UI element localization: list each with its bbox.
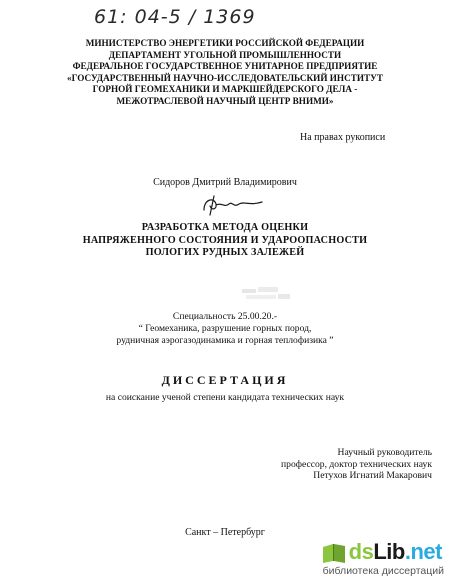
ministry-header [0,38,450,108]
brand-lib: Lib [373,539,405,564]
brand-net: .net [404,539,442,564]
author-signature [200,193,266,217]
title-line: ПОЛОГИХ РУДНЫХ ЗАЛЕЖЕЙ [145,247,305,258]
city: Санкт – Петербург [185,527,265,538]
faint-stamp [240,285,292,303]
book-logo-icon [321,539,347,565]
ministry-line: ГОРНОЙ ГЕОМЕХАНИКИ И МАРКШЕЙДЕРСКОГО ДЕЛА - [92,84,358,95]
specialty-block [0,311,450,348]
author-name: Сидоров Дмитрий Владимирович [153,177,297,188]
supervisor-title: профессор, доктор технических наук [281,458,432,470]
dslib-watermark [321,539,444,577]
specialty-name-line: “ Геомеханика, разрушение горных пород, [138,323,312,335]
supervisor-role: Научный руководитель [337,447,432,458]
title-line: РАЗРАБОТКА МЕТОДА ОЦЕНКИ [141,222,309,233]
ministry-line: МИНИСТЕРСТВО ЭНЕРГЕТИКИ РОССИЙСКОЙ ФЕДЕРАЦИИ [85,38,365,48]
ministry-line: «ГОСУДАРСТВЕННЫЙ НАУЧНО-ИССЛЕДОВАТЕЛЬСКИЙ ИНСТИТУТ [67,72,383,83]
watermark-subtitle: библиотека диссертаций [322,565,444,577]
specialty-name-line: рудничная аэрогазодинамика и горная теплофизика ” [116,335,334,347]
degree-heading: ДИССЕРТАЦИЯ [161,373,289,387]
ministry-line: МЕЖОТРАСЛЕВОЙ НАУЧНЫЙ ЦЕНТР ВНИМИ» [116,95,334,106]
degree-subtitle: на соискание ученой степени кандидата технических наук [105,392,345,403]
handwritten-doc-number: 61: 04-5 / 1369 [94,6,256,28]
ministry-line: ФЕДЕРАЛЬНОЕ ГОСУДАРСТВЕННОЕ УНИТАРНОЕ ПРЕДПРИЯТИЕ [72,61,378,72]
ministry-line: ДЕПАРТАМЕНТ УГОЛЬНОЙ ПРОМЫШЛЕННОСТИ [108,49,342,60]
title-line: НАПРЯЖЕННОГО СОСТОЯНИЯ И УДАРООПАСНОСТИ [82,234,368,246]
dissertation-title [0,222,450,260]
supervisor-block [232,447,432,482]
rights-note: На правах рукописи [300,132,386,143]
brand-ds: ds [348,539,374,564]
supervisor-name: Петухов Игнатий Макарович [313,470,432,482]
specialty-code: Специальность 25.00.20.- [172,311,278,322]
watermark-brand [349,539,442,565]
